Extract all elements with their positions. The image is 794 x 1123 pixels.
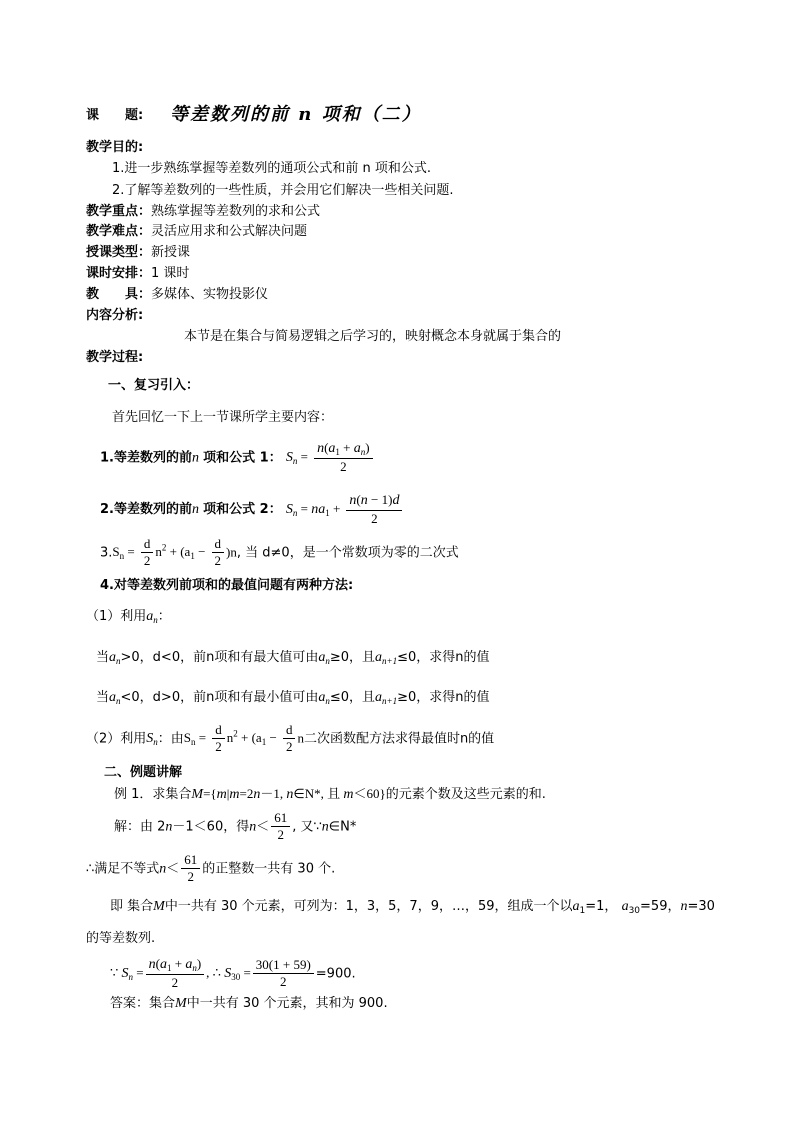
formula-1-fraction: $\frac{n(a_1 + a_n)}{2}$	[314, 440, 373, 476]
set-description-end: 的等差数列.	[86, 931, 156, 946]
analysis-text: 本节是在集合与简易逻辑之后学习的，映射概念本身就属于集合的	[184, 329, 562, 344]
lesson-hours: 课时安排：1 课时	[86, 266, 190, 281]
goal-2: 2.了解等差数列的一些性质，并会用它们解决一些相关问题.	[112, 183, 454, 198]
method-1-max: 当$a_n>0$，d<0，前n项和有最大值可由$a_n\ge 0$，且$a_{n+1}\le 0$，求得n的值	[96, 650, 490, 666]
method-1: （1）利用$a_n$：	[86, 609, 171, 625]
conclusion-line: ∴满足不等式n＜ $\frac{61}{2}$ 的正整数一共有 30 个.	[86, 852, 336, 885]
examples-heading: 二、例题讲解	[104, 765, 183, 780]
formula-1: 1.等差数列的前n 项和公式 1： $S_n$ = $\frac{n(a_1 + a_n)}{2}$	[100, 440, 375, 476]
answer-line: 答案：集合M中一共有 30 个元素，其和为 900.	[110, 996, 388, 1011]
goal-label: 教学目的:	[86, 140, 144, 155]
review-heading: 一、复习引入：	[108, 378, 200, 393]
difficulty: 教学难点：灵活应用求和公式解决问题	[86, 224, 308, 239]
sum-computation: ∵ $S_n$ = $\frac{n(a_1 + a_n)}{2}$ , ∴ $S_{30}$ = $\frac{30(1 + 59)}{2}$ =900.	[110, 956, 356, 991]
formula-2-fraction: $\frac{n(n - 1)d}{2}$	[346, 492, 402, 527]
example-1: 例 1．求集合M={m|m=2n－1, n∈N*, 且 m＜60}的元素个数及这些元素的和.	[114, 786, 546, 802]
solution-line: 解：由 2n－1＜60，得n＜ $\frac{61}{2}$ , 又∵n∈N*	[114, 810, 357, 843]
set-description: 即 集合M中一共有 30 个元素，可列为：1，3，5，7，9，…，59，组成一个以$a_1=1$， $a_{30}=59$，n=30	[110, 899, 715, 916]
key-points: 教学重点：熟练掌握等差数列的求和公式	[86, 204, 321, 219]
method-1-min: 当$a_n<0$，d>0，前n项和有最小值可由$a_n\le 0$，且$a_{n+1}\ge 0$，求得n的值	[96, 690, 490, 706]
formula-2: 2.等差数列的前n 项和公式 2： $S_n = na_1$ + $\frac{n(n - 1)d}{2}$	[100, 492, 404, 527]
analysis-label: 内容分析:	[86, 308, 144, 323]
page-title: 等差数列的前 n 项和（二）	[170, 104, 422, 125]
process-label: 教学过程:	[86, 350, 144, 365]
formula-4: 4.对等差数列前项和的最值问题有两种方法:	[100, 578, 354, 593]
course-label: 课 题:	[86, 108, 144, 123]
lesson-type: 授课类型：新授课	[86, 245, 191, 260]
review-intro: 首先回忆一下上一节课所学主要内容：	[112, 410, 334, 425]
teaching-tools: 教 具：多媒体、实物投影仪	[86, 287, 269, 302]
method-2: （2）利用$S_n$：由$S_n$ = $\frac{d}{2}$ $n^2 + (a_1$ − $\frac{d}{2}$ n二次函数配方法求得最值时n的值	[86, 722, 495, 755]
formula-3: $3.S_n$ = $\frac{d}{2}$ $n^2 + (a_1$ − $\frac{d}{2}$ )n, 当 d≠0，是一个常数项为零的二次式	[100, 536, 459, 569]
goal-1: 1.进一步熟练掌握等差数列的通项公式和前 n 项和公式.	[112, 161, 432, 176]
